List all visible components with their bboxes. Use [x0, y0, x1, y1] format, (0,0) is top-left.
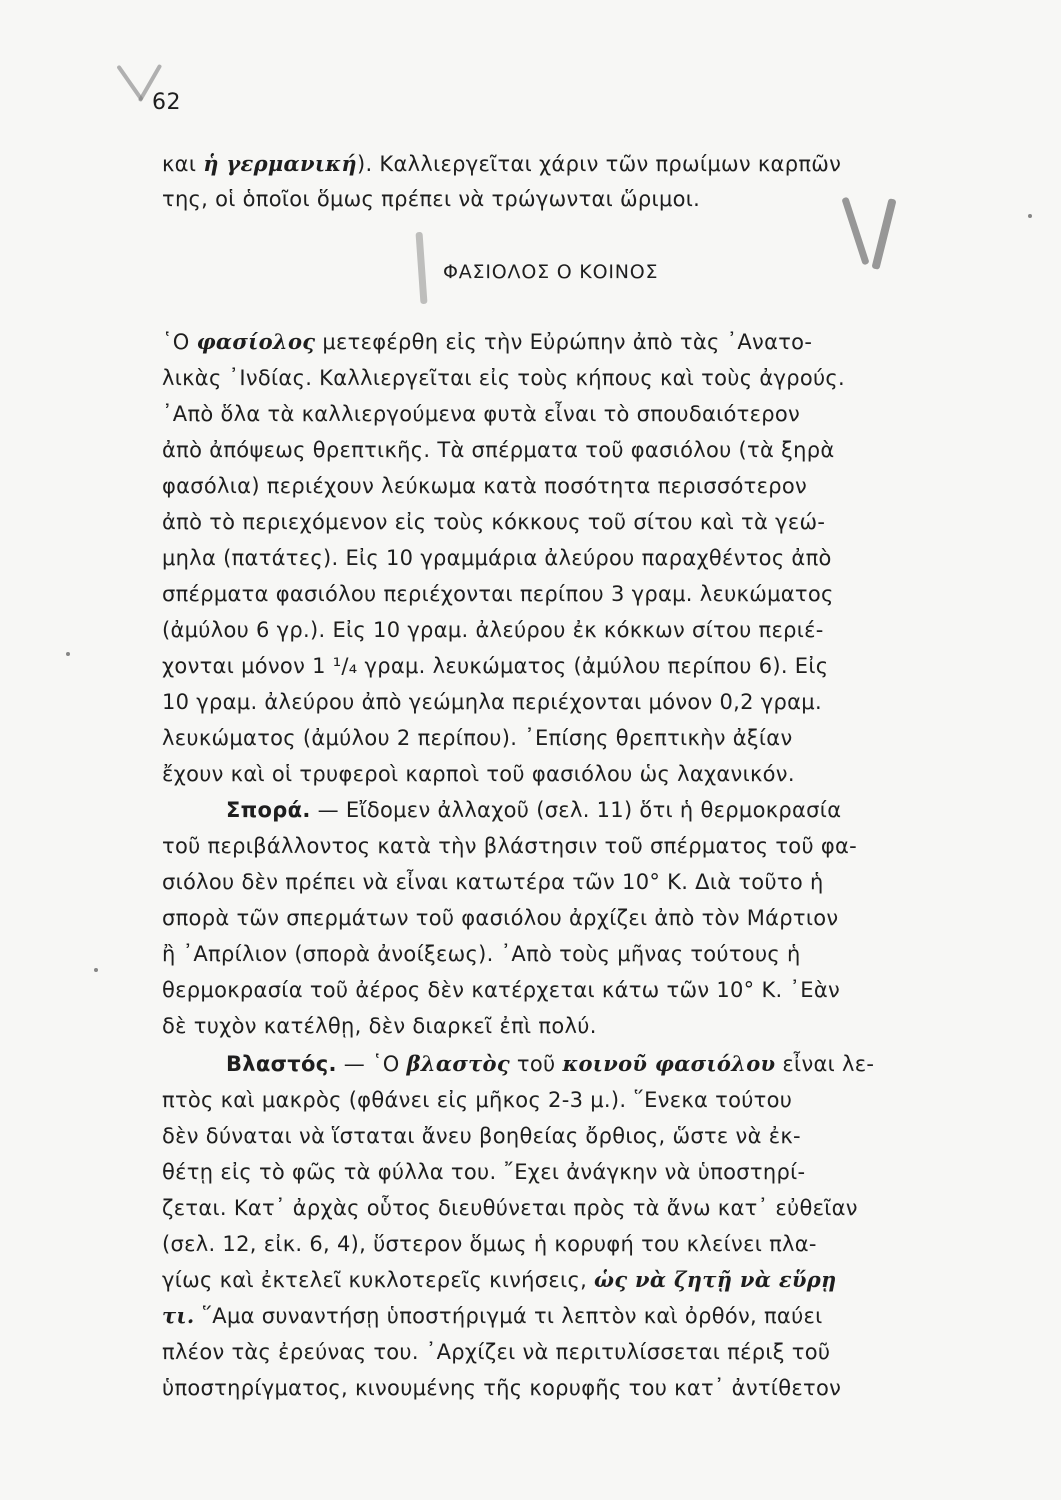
paper-speck	[94, 968, 98, 972]
text-line-15: ἔχουν καὶ οἱ τρυφεροὶ καρποὶ τοῦ φασιόλου ὡς λαχανικόν.	[162, 762, 795, 786]
text-line-30: τι. ῞Αμα συναντήσῃ ὑποστήριγμά τι λεπτὸν καὶ ὀρθόν, παύει	[162, 1303, 823, 1328]
text-line-6: ἀπὸ ἀπόψεως θρεπτικῆς. Τὰ σπέρματα τοῦ φασιόλου (τὰ ξηρὰ	[162, 438, 835, 462]
text-line-5: ᾿Απὸ ὅλα τὰ καλλιεργούμενα φυτὰ εἶναι τὸ σπουδαιότερον	[162, 402, 801, 426]
text-line-21: θερμοκρασία τοῦ ἀέρος δὲν κατέρχεται κάτω τῶν 10° Κ. ᾿Εὰν	[162, 978, 841, 1002]
text-line-22: δὲ τυχὸν κατέλθῃ, δὲν διαρκεῖ ἐπὶ πολύ.	[162, 1014, 597, 1038]
text-line-25: δὲν δύναται νὰ ἵσταται ἄνευ βοηθείας ὄρθιος, ὥστε νὰ ἐκ-	[162, 1124, 801, 1148]
text-line-2: της, οἱ ὁποῖοι ὅμως πρέπει νὰ τρώγωνται ὥριμοι.	[162, 187, 701, 211]
text-line-26: θέτῃ εἰς τὸ φῶς τὰ φύλλα του. ῎Εχει ἀνάγκην νὰ ὑποστηρί-	[162, 1160, 806, 1184]
text-line-1: και ἡ γερμανική). Καλλιεργεῖται χάριν τῶν πρωίμων καρπῶν	[162, 151, 842, 176]
text-line-14: λευκώματος (ἀμύλου 2 περίπου). ᾿Επίσης θρεπτικὴν ἀξίαν	[162, 726, 793, 750]
text-line-17: τοῦ περιβάλλοντος κατὰ τὴν βλάστησιν τοῦ σπέρματος τοῦ φα-	[162, 834, 858, 858]
text-line-9: μηλα (πατάτες). Εἰς 10 γραμμάρια ἀλεύρου παραχθέντος ἀπὸ	[162, 546, 832, 570]
text-line-20: ἢ ᾿Απρίλιον (σπορὰ ἀνοίξεως). ᾿Απὸ τοὺς μῆνας τούτους ἡ	[162, 942, 801, 966]
paper-speck	[66, 652, 70, 656]
paper-speck	[1028, 214, 1032, 218]
text-line-10: σπέρματα φασιόλου περιέχονται περίπου 3 γραμ. λευκώματος	[162, 582, 834, 606]
section-heading: ΦΑΣΙΟΛΟΣ Ο ΚΟΙΝΟΣ	[443, 261, 659, 283]
text-line-27: ζεται. Κατ᾿ ἀρχὰς οὗτος διευθύνεται πρὸς τὰ ἄνω κατ᾿ εὐθεῖαν	[162, 1196, 858, 1220]
text-line-11: (ἀμύλου 6 γρ.). Εἰς 10 γραμ. ἀλεύρου ἐκ κόκκων σίτου περιέ-	[162, 618, 824, 642]
text-line-23: Βλαστός. — ῾Ο βλαστὸς τοῦ κοινοῦ φασιόλου εἶναι λε-	[226, 1051, 875, 1076]
text-line-24: πτὸς καὶ μακρὸς (φθάνει εἰς μῆκος 2-3 μ.). ῞Ενεκα τούτου	[162, 1088, 793, 1112]
text-line-12: χονται μόνον 1 ¹/₄ γραμ. λευκώματος (ἀμύλου περίπου 6). Εἰς	[162, 654, 829, 678]
text-line-18: σιόλου δὲν πρέπει νὰ εἶναι κατωτέρα τῶν 10° Κ. Διὰ τοῦτο ἡ	[162, 870, 824, 894]
text-line-28: (σελ. 12, εἰκ. 6, 4), ὕστερον ὅμως ἡ κορυφή του κλείνει πλα-	[162, 1232, 817, 1256]
pencil-mark-left-bar	[415, 232, 427, 304]
text-line-3: ῾Ο φασίολος μετεφέρθη εἰς τὴν Εὐρώπην ἀπὸ τὰς ᾿Ανατο-	[162, 329, 813, 354]
text-line-8: ἀπὸ τὸ περιεχόμενον εἰς τοὺς κόκκους τοῦ σίτου καὶ τὰ γεώ-	[162, 510, 826, 534]
text-line-16: Σπορά. — Εἴδομεν ἀλλαχοῦ (σελ. 11) ὅτι ἡ θερμοκρασία	[226, 798, 842, 822]
text-line-31: πλέον τὰς ἐρεύνας του. ᾿Αρχίζει νὰ περιτυλίσσεται πέριξ τοῦ	[162, 1340, 831, 1364]
text-line-29: γίως καὶ ἐκτελεῖ κυκλοτερεῖς κινήσεις, ὡς νὰ ζητῇ νὰ εὕρῃ	[162, 1267, 837, 1292]
text-line-4: λικὰς ᾿Ινδίας. Καλλιεργεῖται εἰς τοὺς κήπους καὶ τοὺς ἀγρούς.	[162, 366, 846, 390]
text-line-19: σπορὰ τῶν σπερμάτων τοῦ φασιόλου ἀρχίζει ἀπὸ τὸν Μάρτιον	[162, 906, 839, 930]
page-number: 62	[152, 90, 181, 115]
text-line-32: ὑποστηρίγματος, κινουμένης τῆς κορυφῆς του κατ᾿ ἀντίθετον	[162, 1376, 842, 1400]
text-line-13: 10 γραμ. ἀλεύρου ἀπὸ γεώμηλα περιέχονται μόνον 0,2 γραμ.	[162, 690, 822, 714]
text-line-7: φασόλια) περιέχουν λεύκωμα κατὰ ποσότητα περισσότερον	[162, 474, 808, 498]
